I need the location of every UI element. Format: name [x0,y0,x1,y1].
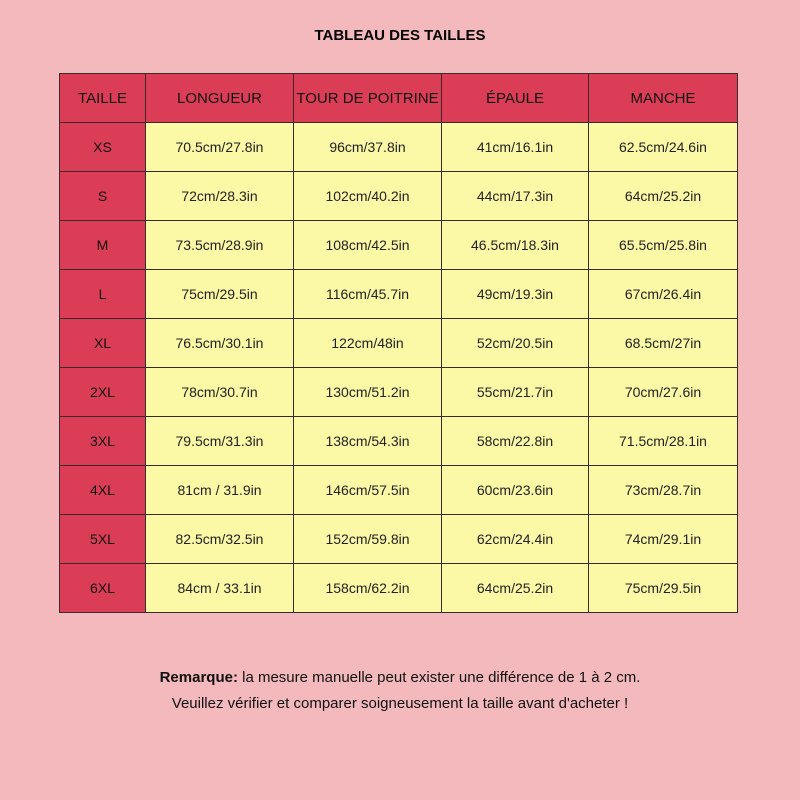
table-row [60,417,738,466]
longueur-value: 70.5cm/27.8in [146,123,294,172]
longueur-value: 76.5cm/30.1in [146,319,294,368]
epaule-value: 55cm/21.7in [442,368,589,417]
manche-value: 71.5cm/28.1in [589,417,738,466]
table-row [60,368,738,417]
manche-value: 68.5cm/27in [589,319,738,368]
size-label: XS [60,123,146,172]
manche-value: 75cm/29.5in [589,564,738,613]
longueur-value: 75cm/29.5in [146,270,294,319]
epaule-value: 44cm/17.3in [442,172,589,221]
epaule-value: 41cm/16.1in [442,123,589,172]
remark-line-1 [0,665,800,691]
longueur-value: 81cm / 31.9in [146,466,294,515]
manche-value: 65.5cm/25.8in [589,221,738,270]
longueur-value: 72cm/28.3in [146,172,294,221]
table-row [60,564,738,613]
size-label: 4XL [60,466,146,515]
remark-note [0,665,800,717]
table-row [60,515,738,564]
poitrine-value: 146cm/57.5in [294,466,442,515]
size-label: 6XL [60,564,146,613]
table-row [60,123,738,172]
page-title: TABLEAU DES TAILLES [314,27,486,44]
table-row [60,466,738,515]
size-label: S [60,172,146,221]
size-label: L [60,270,146,319]
remark-label: Remarque: [159,669,238,686]
poitrine-value: 108cm/42.5in [294,221,442,270]
poitrine-value: 152cm/59.8in [294,515,442,564]
poitrine-value: 122cm/48in [294,319,442,368]
epaule-value: 64cm/25.2in [442,564,589,613]
manche-value: 62.5cm/24.6in [589,123,738,172]
manche-value: 73cm/28.7in [589,466,738,515]
header-row [60,74,738,123]
poitrine-value: 138cm/54.3in [294,417,442,466]
poitrine-value: 102cm/40.2in [294,172,442,221]
longueur-value: 84cm / 33.1in [146,564,294,613]
header-manche: MANCHE [589,74,738,123]
longueur-value: 78cm/30.7in [146,368,294,417]
longueur-value: 79.5cm/31.3in [146,417,294,466]
header-epaule: ÉPAULE [442,74,589,123]
epaule-value: 62cm/24.4in [442,515,589,564]
epaule-value: 46.5cm/18.3in [442,221,589,270]
poitrine-value: 158cm/62.2in [294,564,442,613]
size-label: 3XL [60,417,146,466]
header-longueur: LONGUEUR [146,74,294,123]
poitrine-value: 130cm/51.2in [294,368,442,417]
epaule-value: 52cm/20.5in [442,319,589,368]
manche-value: 67cm/26.4in [589,270,738,319]
poitrine-value: 116cm/45.7in [294,270,442,319]
manche-value: 64cm/25.2in [589,172,738,221]
size-label: 2XL [60,368,146,417]
remark-line-2: Veuillez vérifier et comparer soigneusement la taille avant d'acheter ! [171,695,629,712]
longueur-value: 82.5cm/32.5in [146,515,294,564]
size-chart-table [59,73,738,613]
table-row [60,270,738,319]
size-label: XL [60,319,146,368]
manche-value: 74cm/29.1in [589,515,738,564]
table-row [60,221,738,270]
size-label: 5XL [60,515,146,564]
epaule-value: 58cm/22.8in [442,417,589,466]
header-tour-de-poitrine: TOUR DE POITRINE [294,74,442,123]
poitrine-value: 96cm/37.8in [294,123,442,172]
remark-text-1: la mesure manuelle peut exister une différence de 1 à 2 cm. [237,669,641,686]
table-row [60,172,738,221]
header-taille: TAILLE [60,74,146,123]
manche-value: 70cm/27.6in [589,368,738,417]
longueur-value: 73.5cm/28.9in [146,221,294,270]
epaule-value: 49cm/19.3in [442,270,589,319]
size-label: M [60,221,146,270]
epaule-value: 60cm/23.6in [442,466,589,515]
table-row [60,319,738,368]
